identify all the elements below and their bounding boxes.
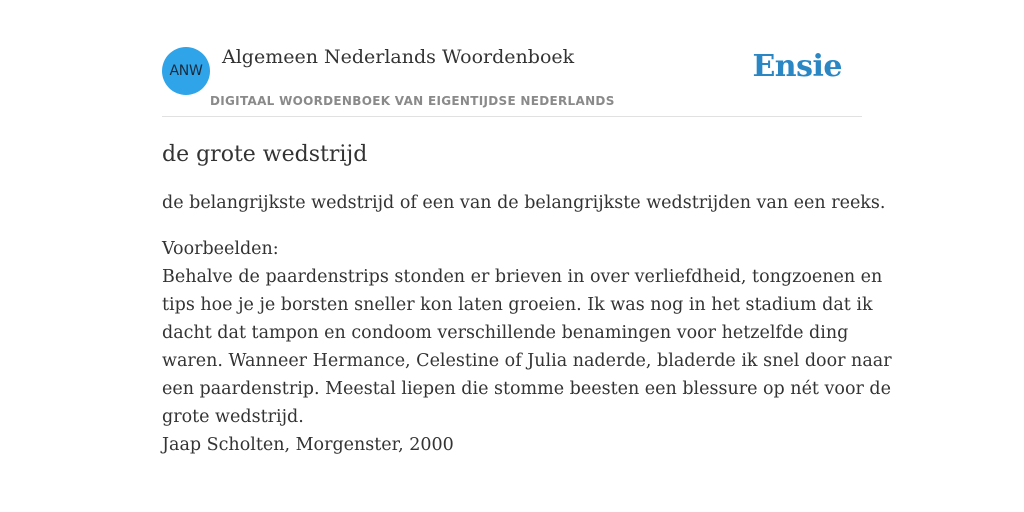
site-header (162, 40, 862, 117)
example-line: dacht dat tampon en condoom verschillende benamingen voor hetzelfde ding (162, 323, 849, 343)
example-line: grote wedstrijd. (162, 407, 304, 427)
site-subtitle: DIGITAAL WOORDENBOEK VAN EIGENTIJDSE NEDERLANDS (210, 94, 615, 108)
entry-content (162, 140, 892, 459)
anw-logo[interactable]: ANW (162, 47, 210, 95)
examples-block (162, 235, 892, 459)
site-title[interactable]: Algemeen Nederlands Woordenboek (222, 46, 575, 68)
entry-term: de grote wedstrijd (162, 142, 368, 167)
entry-definition: de belangrijkste wedstrijd of een van de belangrijkste wedstrijden van een reeks. (162, 193, 886, 213)
example-source: Jaap Scholten, Morgenster, 2000 (162, 435, 454, 455)
example-line: waren. Wanneer Hermance, Celestine of Julia naderde, bladerde ik snel door naar (162, 351, 892, 371)
ensie-brand-logo[interactable]: Ensie (752, 49, 842, 84)
example-line: een paardenstrip. Meestal liepen die stomme beesten een blessure op nét voor de (162, 379, 891, 399)
example-line: Behalve de paardenstrips stonden er brieven in over verliefdheid, tongzoenen en (162, 267, 883, 287)
example-line: tips hoe je je borsten sneller kon laten groeien. Ik was nog in het stadium dat ik (162, 295, 873, 315)
examples-label: Voorbeelden: (162, 239, 279, 259)
